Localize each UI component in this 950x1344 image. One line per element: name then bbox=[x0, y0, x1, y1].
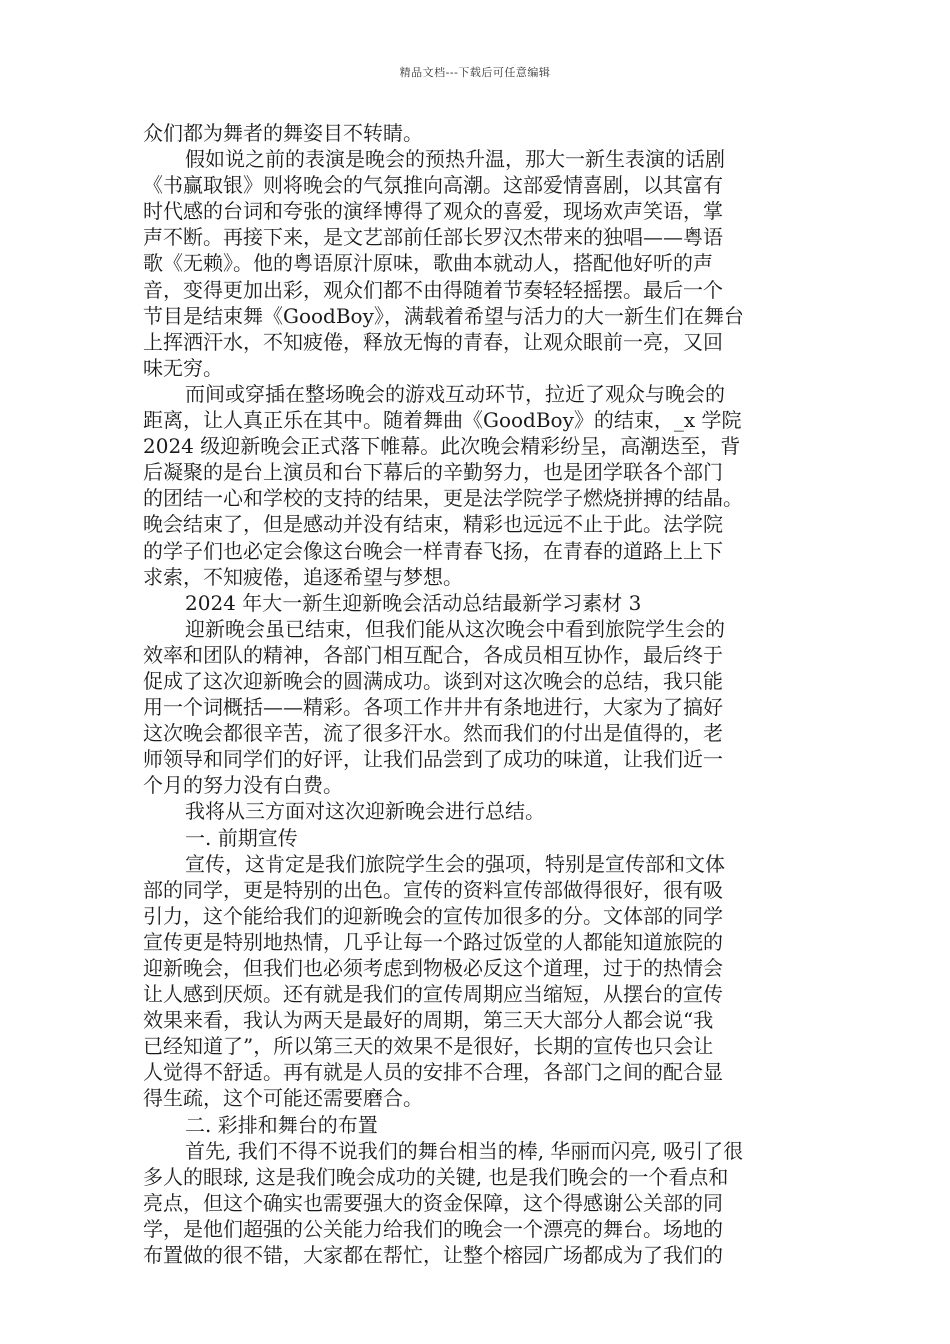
text-line: 多人的眼球, 这是我们晚会成功的关键, 也是我们晚会的一个看点和 bbox=[143, 1164, 729, 1189]
text-line: 的团结一心和学校的支持的结果，更是法学院学子燃烧拼搏的结晶。 bbox=[143, 486, 743, 511]
text-line: 学，是他们超强的公关能力给我们的晚会一个漂亮的舞台。场地的 bbox=[143, 1216, 723, 1241]
text-line: 宣传，这肯定是我们旅院学生会的强项，特别是宣传部和文体 bbox=[185, 851, 725, 876]
text-line: 个月的努力没有白费。 bbox=[143, 773, 343, 798]
text-line: 后凝聚的是台上演员和台下幕后的辛勤努力，也是团学联各个部门 bbox=[143, 460, 723, 485]
text-line: 部的同学，更是特别的出色。宣传的资料宣传部做得很好，很有吸 bbox=[143, 877, 723, 902]
text-line: 迎新晚会，但我们也必须考虑到物极必反这个道理，过于的热情会 bbox=[143, 956, 723, 980]
text-line: 迎新晚会虽已结束，但我们能从这次晚会中看到旅院学生会的 bbox=[185, 616, 725, 641]
text-line: 求索，不知疲倦，追逐希望与梦想。 bbox=[143, 564, 463, 589]
text-line: 时代感的台词和夸张的演绎博得了观众的喜爱，现场欢声笑语，掌 bbox=[143, 199, 723, 224]
text-line: 促成了这次迎新晚会的圆满成功。谈到对这次晚会的总结，我只能 bbox=[143, 668, 723, 693]
text-line: 引力，这个能给我们的迎新晚会的宣传加很多的分。文体部的同学 bbox=[143, 903, 723, 928]
text-line: 距离，让人真正乐在其中。随着舞曲《GoodBoy》的结束，_x 学院 bbox=[143, 408, 742, 433]
text-line: 师领导和同学们的好评，让我们品尝到了成功的味道，让我们近一 bbox=[143, 747, 723, 772]
text-line: 布置做的很不错，大家都在帮忙，让整个榕园广场都成为了我们的 bbox=[143, 1243, 723, 1268]
text-line: 假如说之前的表演是晚会的预热升温，那大一新生表演的话剧 bbox=[185, 147, 725, 172]
text-line: 2024 级迎新晚会正式落下帷幕。此次晚会精彩纷呈，高潮迭至，背 bbox=[143, 434, 741, 459]
text-line: 上挥洒汗水，不知疲倦，释放无悔的青春，让观众眼前一亮，又回 bbox=[143, 329, 723, 354]
text-line: 亮点，但这个确实也需要强大的资金保障，这个得感谢公关部的同 bbox=[143, 1190, 723, 1215]
text-line: 味无穷。 bbox=[143, 355, 223, 380]
page-header: 精品文档---下载后可任意编辑 bbox=[399, 66, 551, 79]
text-line: 的学子们也必定会像这台晚会一样青春飞扬，在青春的道路上上下 bbox=[143, 538, 723, 563]
text-line: 一. 前期宣传 bbox=[185, 825, 298, 850]
text-line: 声不断。再接下来，是文艺部前任部长罗汉杰带来的独唱——粤语 bbox=[143, 225, 723, 250]
text-line: 人觉得不舒适。再有就是人员的安排不合理，各部门之间的配合显 bbox=[143, 1060, 723, 1085]
text-line: 得生疏，这个可能还需要磨合。 bbox=[143, 1086, 423, 1111]
text-line: 二. 彩排和舞台的布置 bbox=[185, 1112, 378, 1137]
text-line: 让人感到厌烦。还有就是我们的宣传周期应当缩短，从摆台的宣传 bbox=[143, 982, 723, 1007]
text-line: 效率和团队的精神，各部门相互配合，各成员相互协作，最后终于 bbox=[143, 642, 723, 667]
text-line: 效果来看，我认为两天是最好的周期，第三天大部分人都会说“我 bbox=[143, 1008, 714, 1033]
text-line: 众们都为舞者的舞姿目不转睛。 bbox=[143, 121, 423, 145]
text-line: 这次晚会都很辛苦，流了很多汗水。然而我们的付出是值得的，老 bbox=[143, 721, 723, 746]
document-body bbox=[143, 120, 808, 1268]
text-line: 宣传更是特别地热情，几乎让每一个路过饭堂的人都能知道旅院的 bbox=[143, 929, 723, 954]
text-line: 晚会结束了，但是感动并没有结束，精彩也远远不止于此。法学院 bbox=[143, 512, 723, 537]
text-line: 音，变得更加出彩，观众们都不由得随着节奏轻轻摇摆。最后一个 bbox=[143, 277, 723, 302]
text-line: 已经知道了”，所以第三天的效果不是很好，长期的宣传也只会让 bbox=[143, 1034, 714, 1059]
text-line: 节目是结束舞《GoodBoy》，满载着希望与活力的大一新生们在舞台 bbox=[143, 303, 744, 328]
text-line: 《书赢取银》则将晚会的气氛推向高潮。这部爱情喜剧，以其富有 bbox=[143, 173, 723, 198]
text-line: 我将从三方面对这次迎新晚会进行总结。 bbox=[185, 799, 545, 824]
text-line: 2024 年大一新生迎新晚会活动总结最新学习素材 3 bbox=[185, 590, 642, 615]
text-line: 而间或穿插在整场晚会的游戏互动环节，拉近了观众与晚会的 bbox=[185, 381, 725, 406]
text-line: 用一个词概括——精彩。各项工作井井有条地进行，大家为了搞好 bbox=[143, 695, 723, 720]
text-line: 首先, 我们不得不说我们的舞台相当的棒, 华丽而闪亮, 吸引了很 bbox=[185, 1138, 744, 1163]
text-line: 歌《无赖》。他的粤语原汁原味，歌曲本就动人，搭配他好听的声 bbox=[143, 251, 713, 276]
